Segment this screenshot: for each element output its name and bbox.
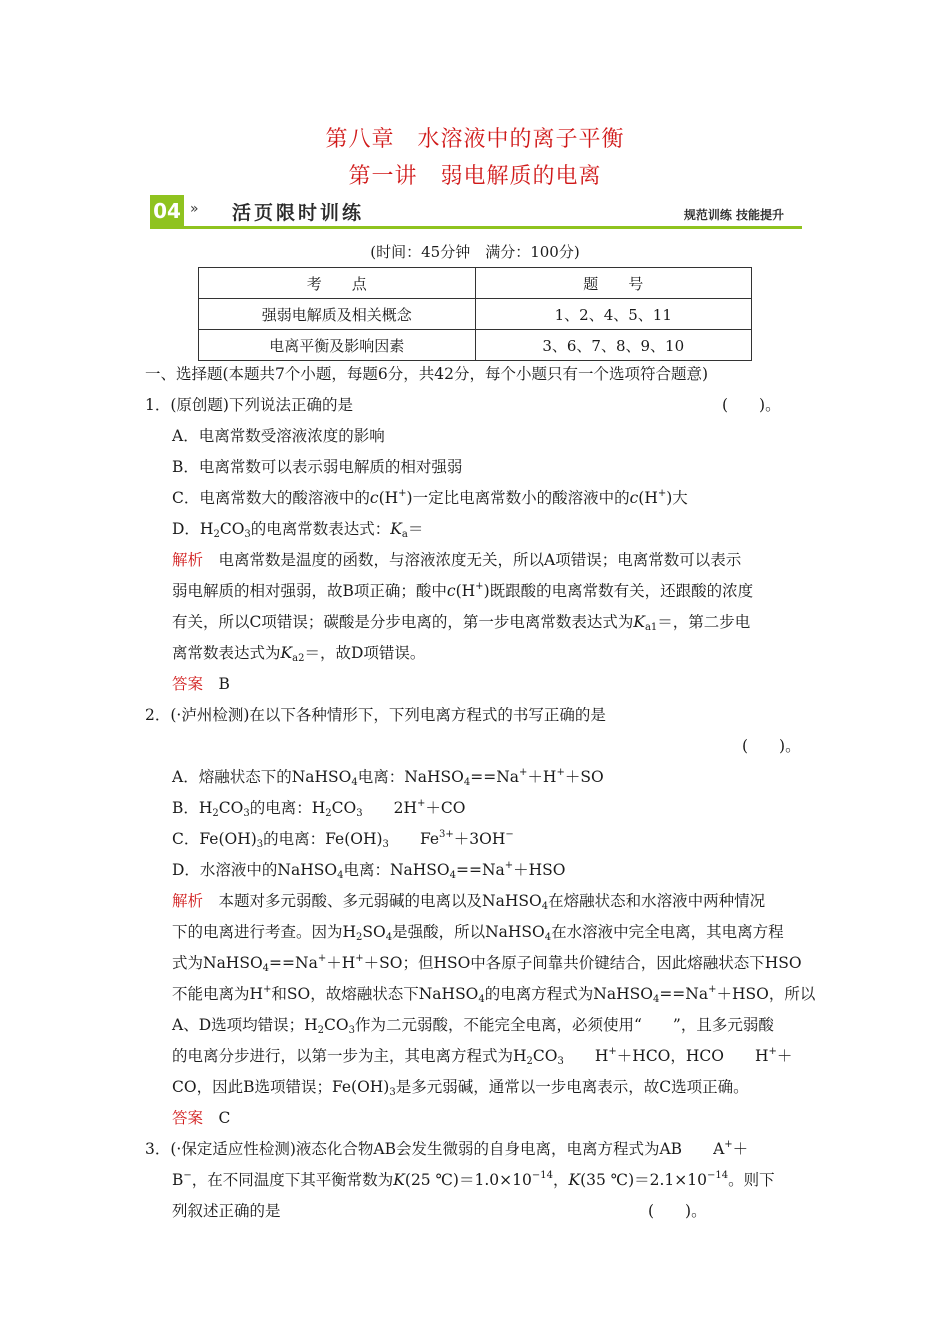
answer-label: 答案	[172, 675, 204, 693]
q2-option-a: A．熔融状态下的NaHSO$_4$电离：NaHSO$_4$==Na+＋H+＋SO	[172, 767, 604, 788]
q1-analysis-line: 有关，所以C项错误；碳酸是分步电离的，第一步电离常数表达式为$K_{a1}=$，第二步电	[172, 613, 751, 633]
answer-label: 答案	[172, 1109, 204, 1127]
q2-option-b: B．$H_2CO_3$的电离：$H_2CO_3$ 2H+＋CO	[172, 798, 466, 819]
q2-option-d: D．水溶液中的NaHSO$_4$电离：NaHSO$_4$==Na+＋HSO	[172, 860, 566, 881]
section-heading: 一、选择题(本题共7个小题，每题6分，共42分，每个小题只有一个选项符合题意)	[145, 365, 709, 383]
table-cell: 1、2、4、5、11	[475, 299, 752, 330]
q1-option-a: A．电离常数受溶液浓度的影响	[172, 427, 385, 445]
q2-analysis-line: 的电离分步进行，以第一步为主，其电离方程式为$H_2CO_3$ H+＋HCO，HCO H+＋	[172, 1046, 793, 1067]
analysis-label: 解析	[172, 551, 204, 569]
table-cell: 3、6、7、8、9、10	[475, 330, 752, 361]
table-header-row	[199, 268, 752, 299]
topic-table	[198, 267, 752, 361]
q2-option-c: C．$Fe(OH)_3$的电离：$Fe(OH)_3$ $Fe^{3+}+3OH^-$	[172, 829, 514, 850]
table-cell: 强弱电解质及相关概念	[199, 299, 476, 330]
q2-analysis-line: 不能电离为H+和SO，故熔融状态下NaHSO$_4$的电离方程式为NaHSO$_4$==Na+＋HSO，所以	[172, 984, 816, 1005]
q1-stem: 1．(原创题)下列说法正确的是	[145, 396, 353, 414]
analysis-label: 解析	[172, 892, 204, 910]
q1-option-b: B．电离常数可以表示弱电解质的相对强弱	[172, 458, 463, 476]
q2-analysis-line: 下的电离进行考查。因为$H_2SO_4$是强酸，所以NaHSO$_4$在水溶液中完全电离，其电离方程	[172, 923, 784, 943]
table-row	[199, 330, 752, 361]
q1-answer-bracket: ( )。	[722, 396, 781, 414]
banner-tagline: 规范训练 技能提升	[683, 208, 784, 222]
q1-option-c: C．电离常数大的酸溶液中的c(H+)一定比电离常数小的酸溶液中的c(H+)大	[172, 488, 688, 507]
q1-analysis-line: 解析 电离常数是温度的函数，与溶液浓度无关，所以A项错误；电离常数可以表示	[172, 551, 742, 569]
table-header: 考 点	[199, 268, 476, 299]
q3-stem-line: B−，在不同温度下其平衡常数为K(25 $℃)=1.0\times 10^{-14}$，K(35 $℃)=2.1\times 10^{-14}$。则下	[172, 1170, 775, 1189]
table-row	[199, 299, 752, 330]
q3-stem-line: 3．(·保定适应性检测)液态化合物AB会发生微弱的自身电离，电离方程式为AB A+＋	[145, 1139, 749, 1158]
table-header: 题 号	[475, 268, 752, 299]
badge-number: 04	[150, 195, 184, 227]
chevron-icon: »	[190, 201, 199, 217]
q1-analysis-line: 弱电解质的相对强弱，故B项正确；酸中c(H+)既跟酸的电离常数有关，还跟酸的浓度	[172, 581, 754, 600]
q1-analysis-line: 离常数表达式为$K_{a2}=$，故D项错误。	[172, 644, 426, 664]
q1-option-d: D．$H_2CO_3$的电离常数表达式：$K_a=$	[172, 520, 424, 540]
q2-answer: 答案 C	[172, 1109, 231, 1127]
q3-stem-line: 列叙述正确的是	[172, 1202, 281, 1220]
chapter-title: 第八章 水溶液中的离子平衡	[325, 127, 625, 152]
lecture-title: 第一讲 弱电解质的电离	[348, 164, 602, 189]
q2-analysis-line: CO，因此B选项错误；$Fe(OH)_3$是多元弱碱，通常以一步电离表示，故C选项正确。	[172, 1078, 749, 1098]
banner-title: 活页限时训练	[232, 202, 365, 224]
q3-answer-bracket: ( )。	[648, 1202, 707, 1220]
table-cell: 电离平衡及影响因素	[199, 330, 476, 361]
q2-analysis-line: 式为NaHSO$_4$==Na+＋H+＋SO；但HSO中各原子间靠共价键结合，因此熔融状态下HSO	[172, 953, 802, 974]
q2-stem: 2．(·泸州检测)在以下各种情形下，下列电离方程式的书写正确的是	[145, 706, 606, 724]
section-banner	[150, 195, 802, 229]
q2-answer-bracket: ( )。	[742, 737, 801, 755]
q2-analysis-line: 解析 本题对多元弱酸、多元弱碱的电离以及NaHSO$_4$在熔融状态和水溶液中两种情况	[172, 892, 766, 912]
q2-analysis-line: A、D选项均错误；$H_2CO_3$作为二元弱酸，不能完全电离，必须使用“ ”，且多元弱酸	[172, 1016, 774, 1036]
banner-rule	[150, 226, 802, 229]
q1-answer: 答案 B	[172, 675, 230, 693]
time-score-info: (时间：45分钟 满分：100分)	[370, 243, 580, 261]
